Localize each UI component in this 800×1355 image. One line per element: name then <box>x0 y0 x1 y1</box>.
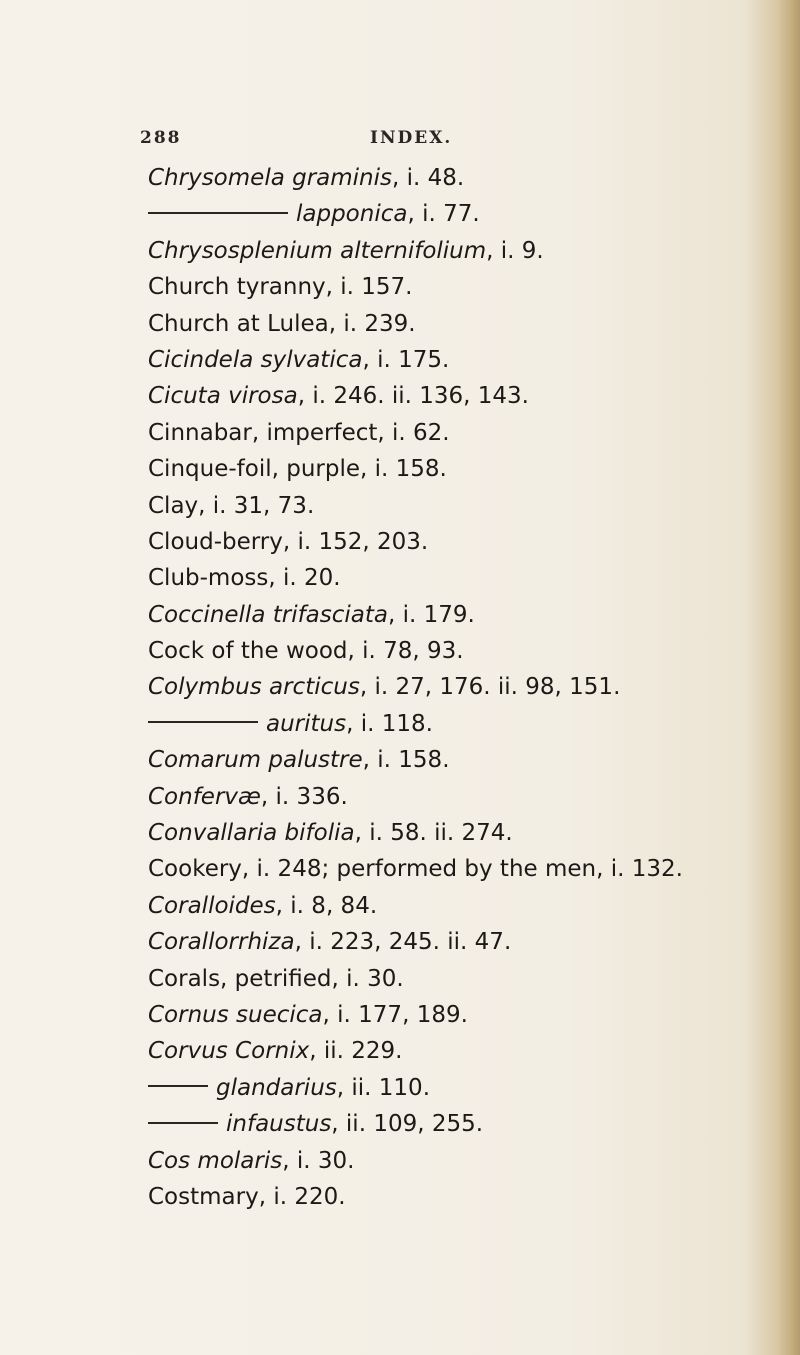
index-entry <box>148 633 708 669</box>
page-header <box>140 128 700 154</box>
entry-reference: Cinque-foil, purple, i. 158. <box>148 456 447 483</box>
page-edge-shadow <box>778 0 800 1355</box>
index-entry <box>148 524 708 560</box>
ditto-dash <box>148 1085 208 1087</box>
entry-reference: , i. 336. <box>260 783 348 810</box>
ditto-dash <box>148 212 288 214</box>
index-entry <box>148 924 708 960</box>
entry-reference: Corals, petrified, i. 30. <box>148 965 404 992</box>
entry-reference: , i. 177, 189. <box>322 1001 468 1028</box>
index-entry <box>148 1143 708 1179</box>
entry-reference: , i. 48. <box>392 165 465 191</box>
entry-term: Colymbus arcticus <box>148 674 360 701</box>
page-number: 288 <box>140 128 182 148</box>
running-head: INDEX. <box>370 128 453 148</box>
ditto-dash <box>148 721 258 723</box>
index-entry <box>148 997 708 1033</box>
entry-reference: Costmary, i. 220. <box>148 1183 346 1210</box>
entry-reference: Cookery, i. 248; performed by the men, i. 132. <box>148 856 683 883</box>
index-entry <box>148 488 708 524</box>
entry-reference: , i. 246. ii. 136, 143. <box>297 383 529 410</box>
index-entry <box>148 597 708 633</box>
entry-reference: Church tyranny, i. 157. <box>148 274 413 301</box>
index-entry <box>148 779 708 815</box>
index-entry <box>148 378 708 414</box>
entry-term: Coralloides <box>148 892 276 919</box>
entry-term: Chrysomela graminis <box>148 165 393 191</box>
entry-reference: , i. 9. <box>486 237 544 264</box>
index-entry <box>148 888 708 924</box>
index-entry <box>148 306 708 342</box>
entry-reference: Church at Lulea, i. 239. <box>148 310 416 337</box>
entry-reference: , ii. 229. <box>309 1038 403 1065</box>
index-entry <box>148 1070 708 1106</box>
entry-reference: Clay, i. 31, 73. <box>148 492 315 519</box>
entry-term: Convallaria bifolia <box>148 820 355 847</box>
entry-term: glandarius <box>216 1074 337 1101</box>
entry-term: lapponica <box>296 201 408 228</box>
entry-term: Cicuta virosa <box>148 383 298 410</box>
entry-reference: Cloud-berry, i. 152, 203. <box>148 528 429 555</box>
entry-reference: , i. 30. <box>282 1147 355 1174</box>
index-entry <box>148 415 708 451</box>
index-entry <box>148 1106 708 1142</box>
entry-term: Corallorrhiza <box>148 929 295 956</box>
index-entry <box>148 706 708 742</box>
entry-term: infaustus <box>226 1111 332 1138</box>
entry-reference: , i. 118. <box>346 710 433 737</box>
index-entry <box>148 961 708 997</box>
entry-term: Corvus Cornix <box>148 1038 310 1065</box>
index-entry <box>148 451 708 487</box>
index-entry <box>148 1033 708 1069</box>
index-entry <box>148 742 708 778</box>
index-entry <box>148 1179 708 1215</box>
entry-term: Chrysosplenium alternifolium <box>148 237 487 264</box>
entry-term: Cos molaris <box>148 1147 283 1174</box>
entry-term: Cornus suecica <box>148 1001 323 1028</box>
entry-reference: , i. 175. <box>362 346 450 373</box>
index-entry <box>148 560 708 596</box>
entry-reference: , ii. 110. <box>336 1074 431 1101</box>
entry-term: Coccinella trifasciata <box>148 601 389 628</box>
entry-reference: , i. 77. <box>407 201 480 228</box>
entry-term: auritus <box>266 710 347 737</box>
index-entry <box>148 233 708 269</box>
entry-reference: , ii. 109, 255. <box>331 1111 484 1138</box>
entry-reference: , i. 27, 176. ii. 98, 151. <box>359 674 621 701</box>
entry-term: Comarum palustre <box>148 747 363 774</box>
entry-reference: , i. 8, 84. <box>275 892 378 919</box>
index-entry <box>148 815 708 851</box>
index-entry <box>148 160 708 196</box>
entry-term: Confervæ <box>148 783 261 810</box>
entry-term: Cicindela sylvatica <box>148 346 363 373</box>
index-entry <box>148 342 708 378</box>
entry-reference: , i. 58. ii. 274. <box>354 820 513 847</box>
entry-reference: Club-moss, i. 20. <box>148 565 341 592</box>
index-entry <box>148 196 708 232</box>
index-entries <box>148 160 708 1215</box>
ditto-dash <box>148 1122 218 1124</box>
entry-reference: Cinnabar, imperfect, i. 62. <box>148 419 450 446</box>
index-entry <box>148 851 708 887</box>
entry-reference: , i. 179. <box>388 601 475 628</box>
entry-reference: Cock of the wood, i. 78, 93. <box>148 638 464 665</box>
entry-reference: , i. 223, 245. ii. 47. <box>294 929 512 956</box>
index-entry <box>148 669 708 705</box>
entry-reference: , i. 158. <box>362 747 450 774</box>
index-entry <box>148 269 708 305</box>
